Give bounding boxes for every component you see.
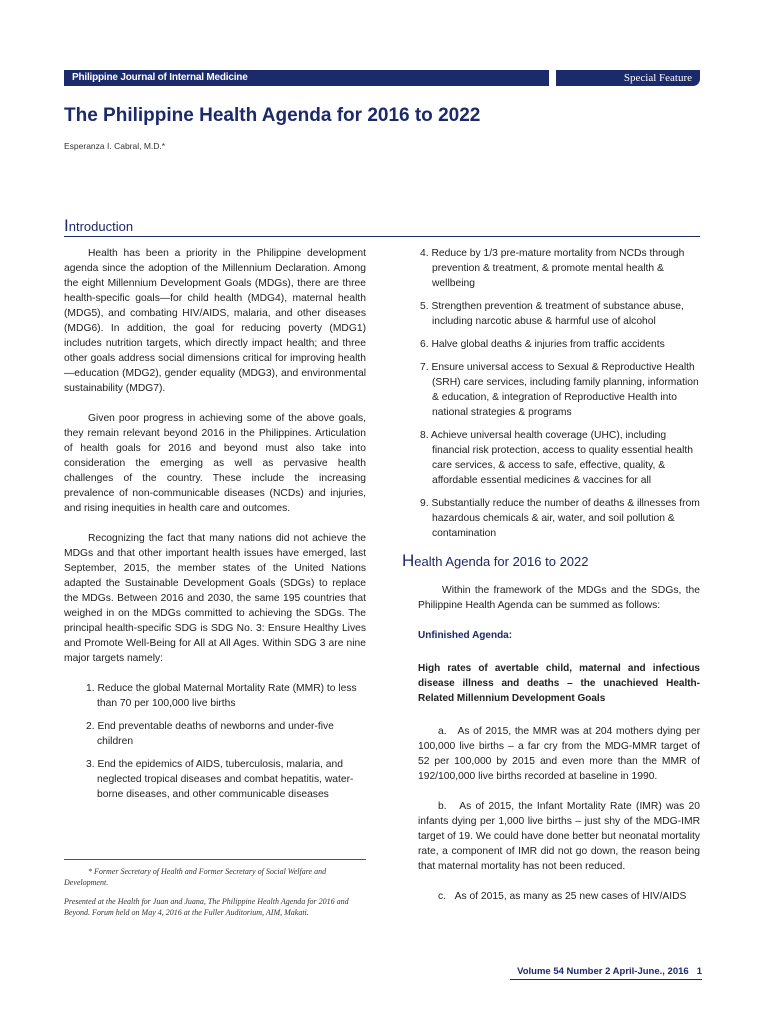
intro-paragraph-3: Recognizing the fact that many nations did not achieve the MDGs and that other important health issues have emerged, last September, 2015, the member states of the United Nations adapted the Sustainable Development Goals (SDGs) to replace the MDGs. Between 2016 and 2030, the same 195 countries that weighed in on the MDGs committed to achieving the SDGs. The principal health-specific SDG is SDG No. 3: Ensure Healthy Lives and Promote Well-Being for All at All Ages. Within SDG 3 are nine major targets namely:: [64, 533, 366, 664]
agenda-item-c: c. As of 2015, as many as 25 new cases of HIV/AIDS: [438, 891, 687, 902]
sdg-target-2: 2. End preventable deaths of newborns and under-five children: [86, 721, 334, 747]
introduction-heading-cap: I: [64, 216, 69, 235]
section-label-bar: [556, 70, 700, 86]
section-label: Special Feature: [623, 72, 692, 84]
sdg-targets-list-left: [86, 681, 366, 802]
sdg-target-9: 9. Substantially reduce the number of deaths & illnesses from hazardous chemicals & air, water, and soil pollution & contamination: [420, 498, 700, 539]
footnote-author: * Former Secretary of Health and Former Secretary of Social Welfare and Development.: [64, 867, 327, 887]
introduction-heading-rest: ntroduction: [68, 219, 134, 234]
footnote-divider: [64, 859, 366, 860]
health-agenda-heading-rest: ealth Agenda for 2016 to 2022: [414, 554, 589, 569]
agenda-item-a: a. As of 2015, the MMR was at 204 mothers dying per 100,000 live births – a far cry from the MDG-MMR target of 52 per 100,000 by 2015 and even more than the MMR of 192/100,000 live births recorded at baseline in 1990.: [418, 726, 700, 782]
unfinished-agenda-subhead: Unfinished Agenda:: [418, 630, 513, 641]
sdg-target-1: 1. Reduce the global Maternal Mortality Rate (MMR) to less than 70 per 100,000 live births: [86, 683, 357, 709]
sdg-target-4: 4. Reduce by 1/3 pre-mature mortality from NCDs through prevention & treatment, & promote mental health & wellbeing: [420, 248, 685, 289]
journal-name: Philippine Journal of Internal Medicine: [72, 72, 248, 83]
sdg-target-3: 3. End the epidemics of AIDS, tuberculosis, malaria, and neglected tropical diseases and combat hepatitis, water-borne diseases, and other communicable diseases: [86, 759, 354, 800]
agenda-item-b: b. As of 2015, the Infant Mortality Rate (IMR) was 20 infants dying per 1,000 live births – just shy of the MDG-IMR target of 19. We could have done better but neonatal mortality rate, a component of IMR did not go down, the reason being that maternal mortality has not been reduced.: [418, 801, 701, 872]
sdg-target-7: 7. Ensure universal access to Sexual & Reproductive Health (SRH) care services, including family planning, information & education, & integration of Reproductive Health into national strategies & programs: [420, 362, 699, 418]
page-footer: [510, 966, 702, 977]
health-agenda-heading: [402, 553, 700, 569]
sdg-targets-list-right: [420, 246, 700, 541]
introduction-heading: [64, 216, 133, 236]
intro-paragraph-1: Health has been a priority in the Philippine development agenda since the adoption of the Millennium Declaration. Among the eight Millennium Development Goals (MDGs), there are three health-specific goals—for child health (MDG4), maternal health (MDG5), and combating HIV/AIDS, malaria, and other diseases (MDG6). In addition, the goal for reducing poverty (MDG1) includes nutrition targets, which directly impact health; and three other goals address social dimensions critical for improving health—education (MDG2), gender equality (MDG3), and environmental sustainability (MDG7).: [64, 248, 366, 394]
author-line: Esperanza I. Cabral, M.D.*: [64, 141, 166, 151]
sdg-target-6: 6. Halve global deaths & injuries from traffic accidents: [420, 339, 665, 350]
footnote-presented: Presented at the Health for Juan and Juana, The Philippine Health Agenda for 2016 and Beyond. Forum held on May 4, 2016 at the Fuller Auditorium, AIM, Makati.: [64, 897, 349, 917]
intro-paragraph-2: Given poor progress in achieving some of the above goals, they remain relevant beyond 2016 in the Philippines. Articulation of health goals for 2016 and beyond must also take into consideration the emerging as well as pervasive health challenges of the country. These include the increasing prevalence of non-communicable diseases (NCDs) and injuries, and rising inequities in health care and outcomes.: [64, 413, 366, 514]
health-agenda-intro: Within the framework of the MDGs and the SDGs, the Philippine Health Agenda can be summed as follows:: [418, 585, 700, 611]
footer-rule: [510, 979, 702, 980]
sdg-target-8: 8. Achieve universal health coverage (UHC), including financial risk protection, access to quality essential health care services, & access to safe, effective, quality, & affordable essential medicines & vaccines for all: [420, 430, 693, 486]
article-title: The Philippine Health Agenda for 2016 to 2022: [64, 105, 481, 126]
page-number: 1: [696, 966, 702, 977]
right-column: [402, 246, 701, 919]
sdg-target-5: 5. Strengthen prevention & treatment of substance abuse, including narcotic abuse & harmful use of alcohol: [420, 301, 684, 327]
health-agenda-heading-cap: H: [402, 551, 415, 570]
issue-info: Volume 54 Number 2 April-June., 2016: [517, 966, 689, 977]
journal-name-bar: [64, 70, 549, 86]
left-column: [64, 246, 366, 810]
section-divider: [64, 236, 700, 237]
footnotes: [64, 866, 366, 926]
unfinished-agenda-summary: High rates of avertable child, maternal and infectious disease illness and deaths – the unachieved Health-Related Millennium Development Goals: [418, 663, 700, 704]
